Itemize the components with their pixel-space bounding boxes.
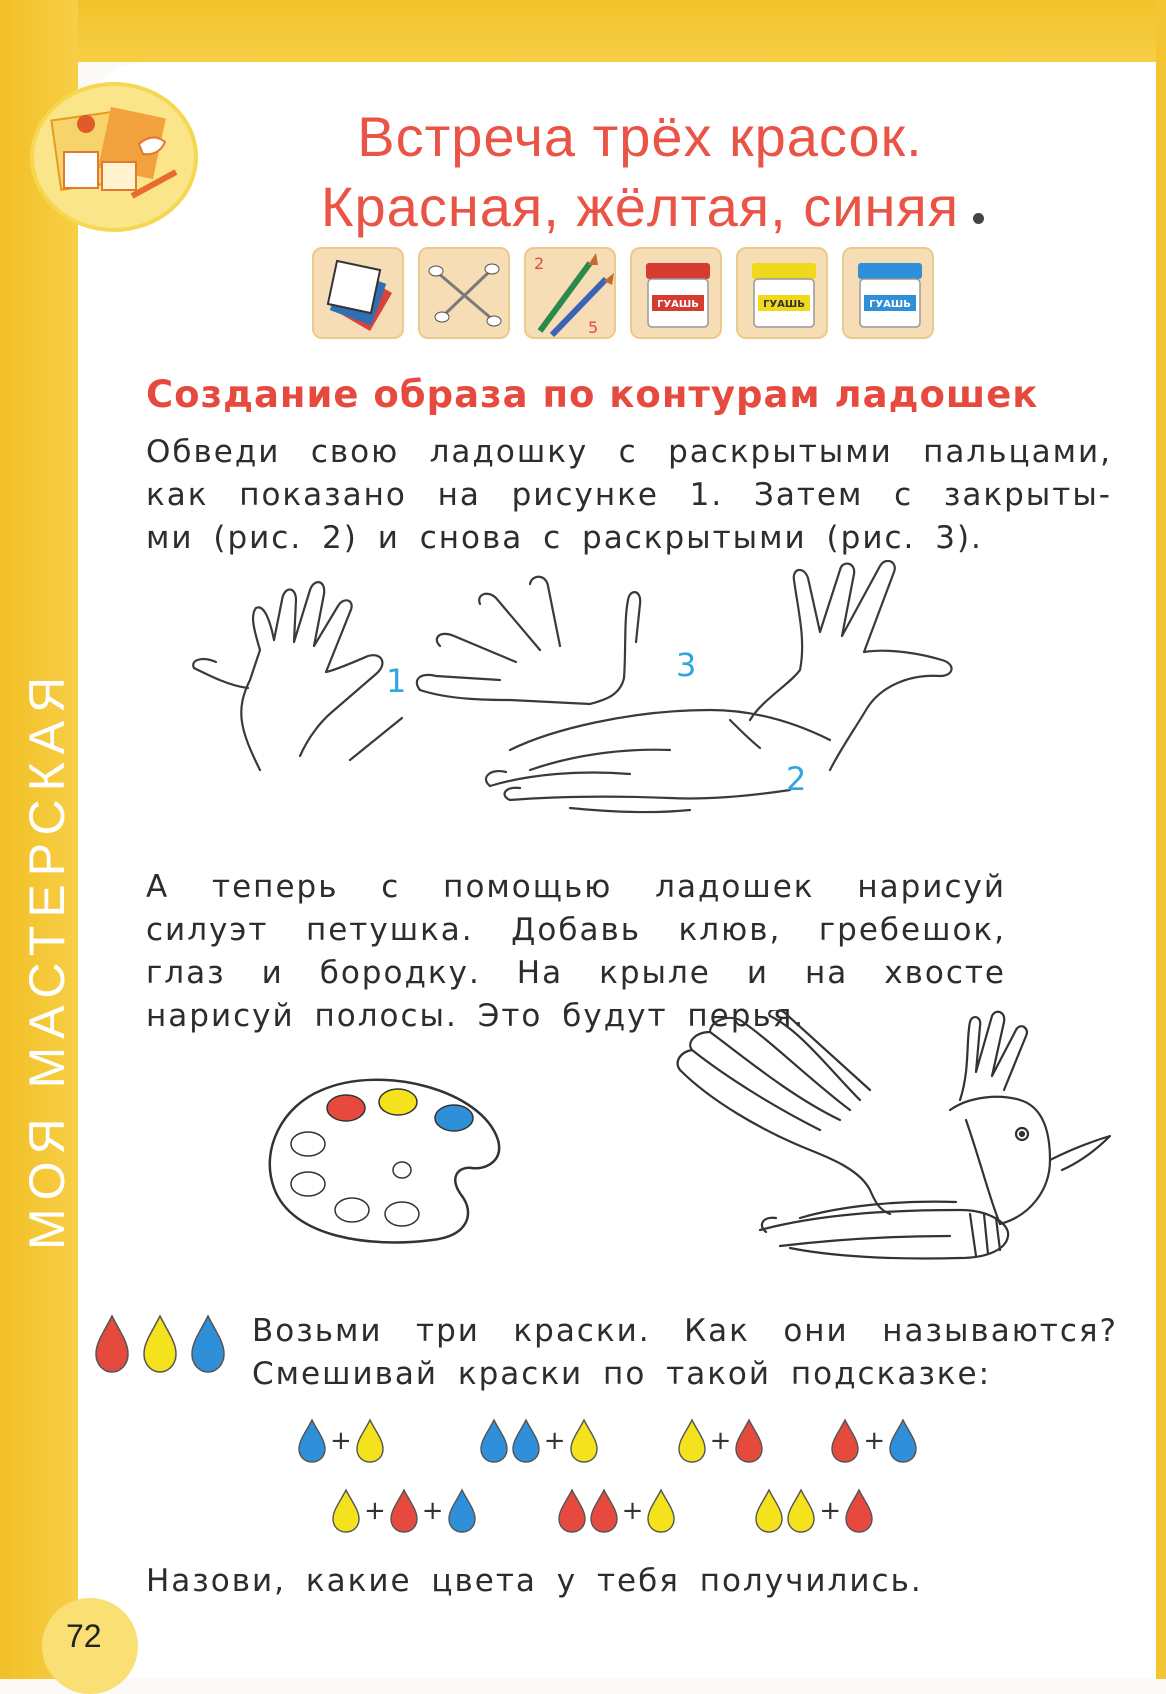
- instruction-paragraph-3: [252, 1310, 1118, 1396]
- yellow-paint-drop-icon: [568, 1418, 600, 1464]
- jar-label-blue: ГУАШЬ: [869, 299, 911, 310]
- figure-number-2: 2: [786, 760, 807, 798]
- color-mix-combination: [330, 1488, 478, 1534]
- hand-outline-1: [241, 582, 382, 770]
- title-period: [973, 213, 984, 224]
- red-paint-drop-icon: [388, 1488, 420, 1534]
- blue-paint-drop-icon: [510, 1418, 542, 1464]
- blue-paint-drop-icon: [446, 1488, 478, 1534]
- plus-sign: +: [364, 1496, 386, 1526]
- materials-strip: [312, 247, 934, 339]
- jar-label-yellow: ГУАШЬ: [763, 299, 805, 310]
- color-mix-combination: [676, 1418, 766, 1464]
- color-mix-row-2: [330, 1488, 875, 1534]
- page-number: 72: [66, 1618, 102, 1654]
- paragraph-line: Смешивай краски по такой подсказке:: [252, 1356, 992, 1392]
- paragraph-line: Возьми три краски. Как они называются?: [252, 1313, 1118, 1349]
- art-supplies-logo-icon: [30, 82, 198, 232]
- blue-paint-drop-icon: [887, 1418, 919, 1464]
- gouache-jar-icon: [842, 247, 934, 339]
- yellow-paint-drop-icon: [354, 1418, 386, 1464]
- title-line-2: Красная, жёлтая, синяя: [320, 175, 960, 238]
- paragraph-line: как показано на рисунке 1. Затем с закрыты-: [146, 477, 1112, 513]
- plus-sign: +: [543, 1426, 566, 1456]
- paragraph-line: Обведи свою ладошку с раскрытыми пальцами,: [146, 434, 1112, 470]
- plus-sign: +: [709, 1426, 732, 1456]
- three-paint-drops-icon: [90, 1312, 230, 1376]
- yellow-paint-drop-icon: [676, 1418, 708, 1464]
- red-paint-drop-icon: [829, 1418, 861, 1464]
- side-label: МОЯ МАСТЕРСКАЯ: [19, 668, 75, 1250]
- plus-sign: +: [863, 1426, 886, 1456]
- yellow-paint-drop-icon: [753, 1488, 785, 1534]
- page-title: [260, 102, 1020, 242]
- blue-paint-drop-icon: [296, 1418, 328, 1464]
- hand-outline-2: [510, 710, 830, 750]
- rooster-illustration: [670, 1010, 1120, 1290]
- paper-sheets-icon: [312, 247, 404, 339]
- paragraph-line: ми (рис. 2) и снова с раскрытыми (рис. 3).: [146, 520, 983, 556]
- hand-outlines-illustration: [150, 560, 1070, 860]
- red-paint-drop-icon: [843, 1488, 875, 1534]
- hand-outline-3: [420, 592, 640, 704]
- paragraph-line: Назови, какие цвета у тебя получились.: [146, 1563, 923, 1599]
- brush-size-small: 2: [534, 254, 545, 273]
- cotton-swabs-icon: [418, 247, 510, 339]
- red-paint-drop-icon: [556, 1488, 588, 1534]
- plus-sign: +: [819, 1496, 842, 1526]
- instruction-paragraph-1: [146, 431, 1112, 560]
- figure-number-3: 3: [676, 646, 697, 684]
- plus-sign: +: [421, 1496, 444, 1526]
- jar-label-red: ГУАШЬ: [657, 299, 699, 310]
- color-mix-combination: [753, 1488, 875, 1534]
- title-line-1: Встреча трёх красок.: [357, 105, 923, 168]
- plus-sign: +: [621, 1496, 644, 1526]
- color-mix-row-1: [296, 1418, 919, 1464]
- paintbrushes-icon: [524, 247, 616, 339]
- section-subtitle: Создание образа по контурам ладошек: [146, 373, 1039, 416]
- color-mix-combination: [829, 1418, 919, 1464]
- color-mix-combination: [296, 1418, 386, 1464]
- color-mix-combination: [556, 1488, 678, 1534]
- red-paint-drop-icon: [733, 1418, 765, 1464]
- gouache-jar-icon: [630, 247, 722, 339]
- closing-paragraph: [146, 1560, 1046, 1603]
- blue-paint-drop-icon: [478, 1418, 510, 1464]
- plus-sign: +: [330, 1426, 352, 1456]
- gouache-jar-icon: [736, 247, 828, 339]
- right-frame: [1156, 0, 1166, 1679]
- paragraph-line: силуэт петушка. Добавь клюв, гребешок,: [146, 912, 1006, 948]
- paragraph-line: нарисуй полосы. Это будут перья.: [146, 998, 806, 1034]
- paragraph-line: А теперь с помощью ладошек нарисуй: [146, 869, 1006, 905]
- yellow-paint-drop-icon: [330, 1488, 362, 1534]
- palette-illustration: [262, 1070, 522, 1250]
- top-frame: [0, 0, 1166, 62]
- paragraph-line: глаз и бородку. На крыле и на хвосте: [146, 955, 1006, 991]
- brush-size-large: 5: [588, 318, 599, 337]
- figure-number-1: 1: [386, 662, 407, 700]
- red-paint-drop-icon: [588, 1488, 620, 1534]
- yellow-paint-drop-icon: [785, 1488, 817, 1534]
- color-mix-combination: [478, 1418, 600, 1464]
- yellow-paint-drop-icon: [645, 1488, 677, 1534]
